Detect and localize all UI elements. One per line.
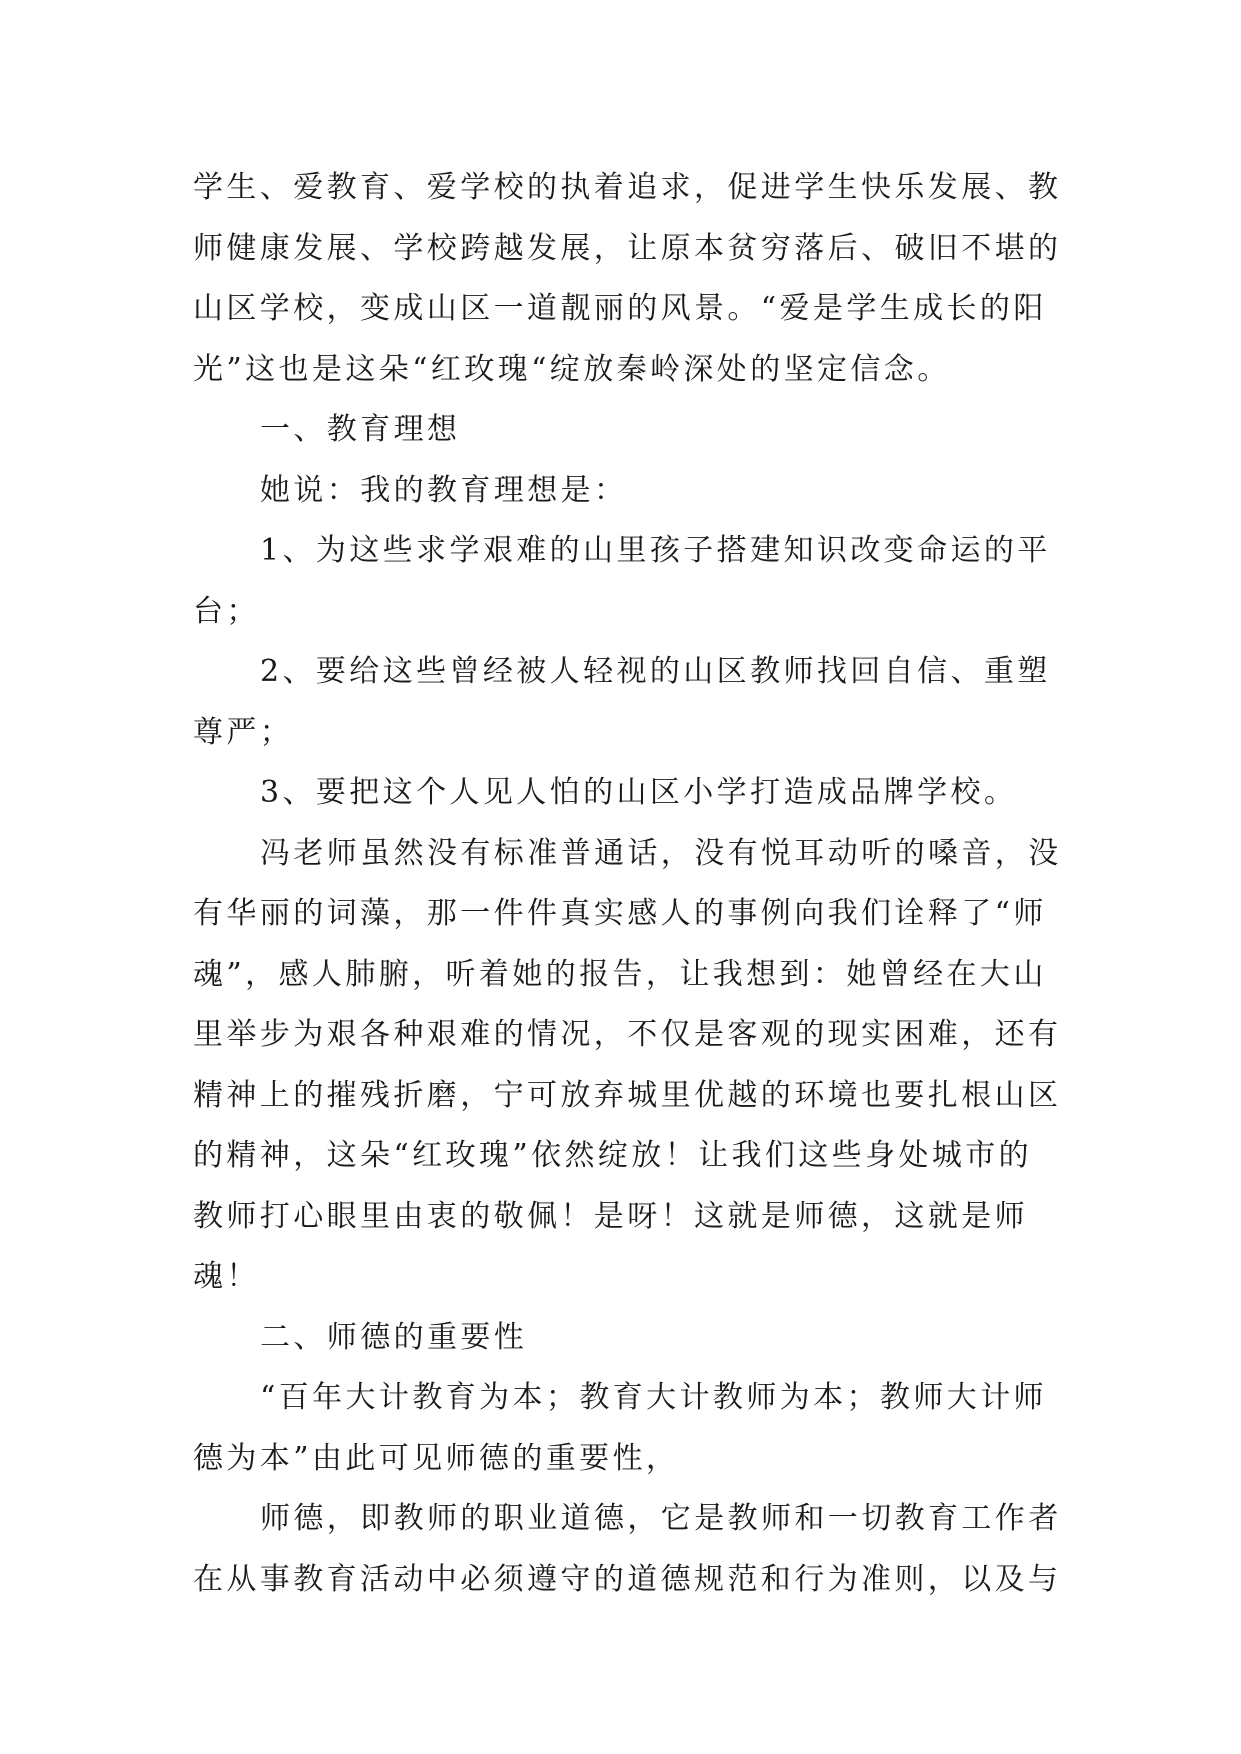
text-line: 尊严； <box>193 714 294 750</box>
text-line: 精神上的摧残折磨，宁可放弃城里优越的环境也要扎根山区 <box>193 1077 1062 1113</box>
list-item-2: 2、要给这些曾经被人轻视的山区教师找回自信、重塑 <box>260 654 1051 689</box>
text-line: “百年大计教育为本；教育大计教师为本；教师大计师 <box>260 1380 1047 1415</box>
text-line: 光”这也是这朵“红玫瑰“绽放秦岭深处的坚定信念。 <box>193 351 951 387</box>
text-line: 有华丽的词藻，那一件件真实感人的事例向我们诠释了“师 <box>193 896 1047 931</box>
list-item-3: 3、要把这个人见人怕的山区小学打造成品牌学校。 <box>260 775 1018 810</box>
text-line: 德为本”由此可见师德的重要性， <box>193 1440 680 1476</box>
text-line: 里举步为艰各种艰难的情况，不仅是客观的现实困难，还有 <box>193 1017 1062 1052</box>
text-line: 山区学校，变成山区一道靓丽的风景。“爱是学生成长的阳 <box>193 291 1047 326</box>
text-line: 冯老师虽然没有标准普通话，没有悦耳动听的嗓音，没 <box>260 835 1062 871</box>
text-line: 学生、爱教育、爱学校的执着追求，促进学生快乐发展、教 <box>193 170 1062 205</box>
text-line: 台； <box>193 593 260 629</box>
section-heading-education-ideal: 一、教育理想 <box>260 412 461 447</box>
text-line: 在从事教育活动中必须遵守的道德规范和行为准则，以及与 <box>193 1561 1062 1597</box>
text-line: 她说：我的教育理想是： <box>260 472 628 508</box>
text-line: 师德，即教师的职业道德，它是教师和一切教育工作者 <box>260 1501 1062 1536</box>
list-item-1: 1、为这些求学艰难的山里孩子搭建知识改变命运的平 <box>260 533 1051 568</box>
body-text <box>193 158 1062 1610</box>
text-line: 教师打心眼里由衷的敬佩！是呀！这就是师德，这就是师 <box>193 1198 1028 1234</box>
section-heading-ethics-importance: 二、师德的重要性 <box>260 1319 528 1355</box>
text-line: 师健康发展、学校跨越发展，让原本贫穷落后、破旧不堪的 <box>193 230 1062 266</box>
text-line: 的精神，这朵“红玫瑰”依然绽放！让我们这些身处城市的 <box>193 1138 1033 1173</box>
text-line: 魂！ <box>193 1259 260 1294</box>
text-line: 魂”，感人肺腑，听着她的报告，让我想到：她曾经在大山 <box>193 956 1047 992</box>
